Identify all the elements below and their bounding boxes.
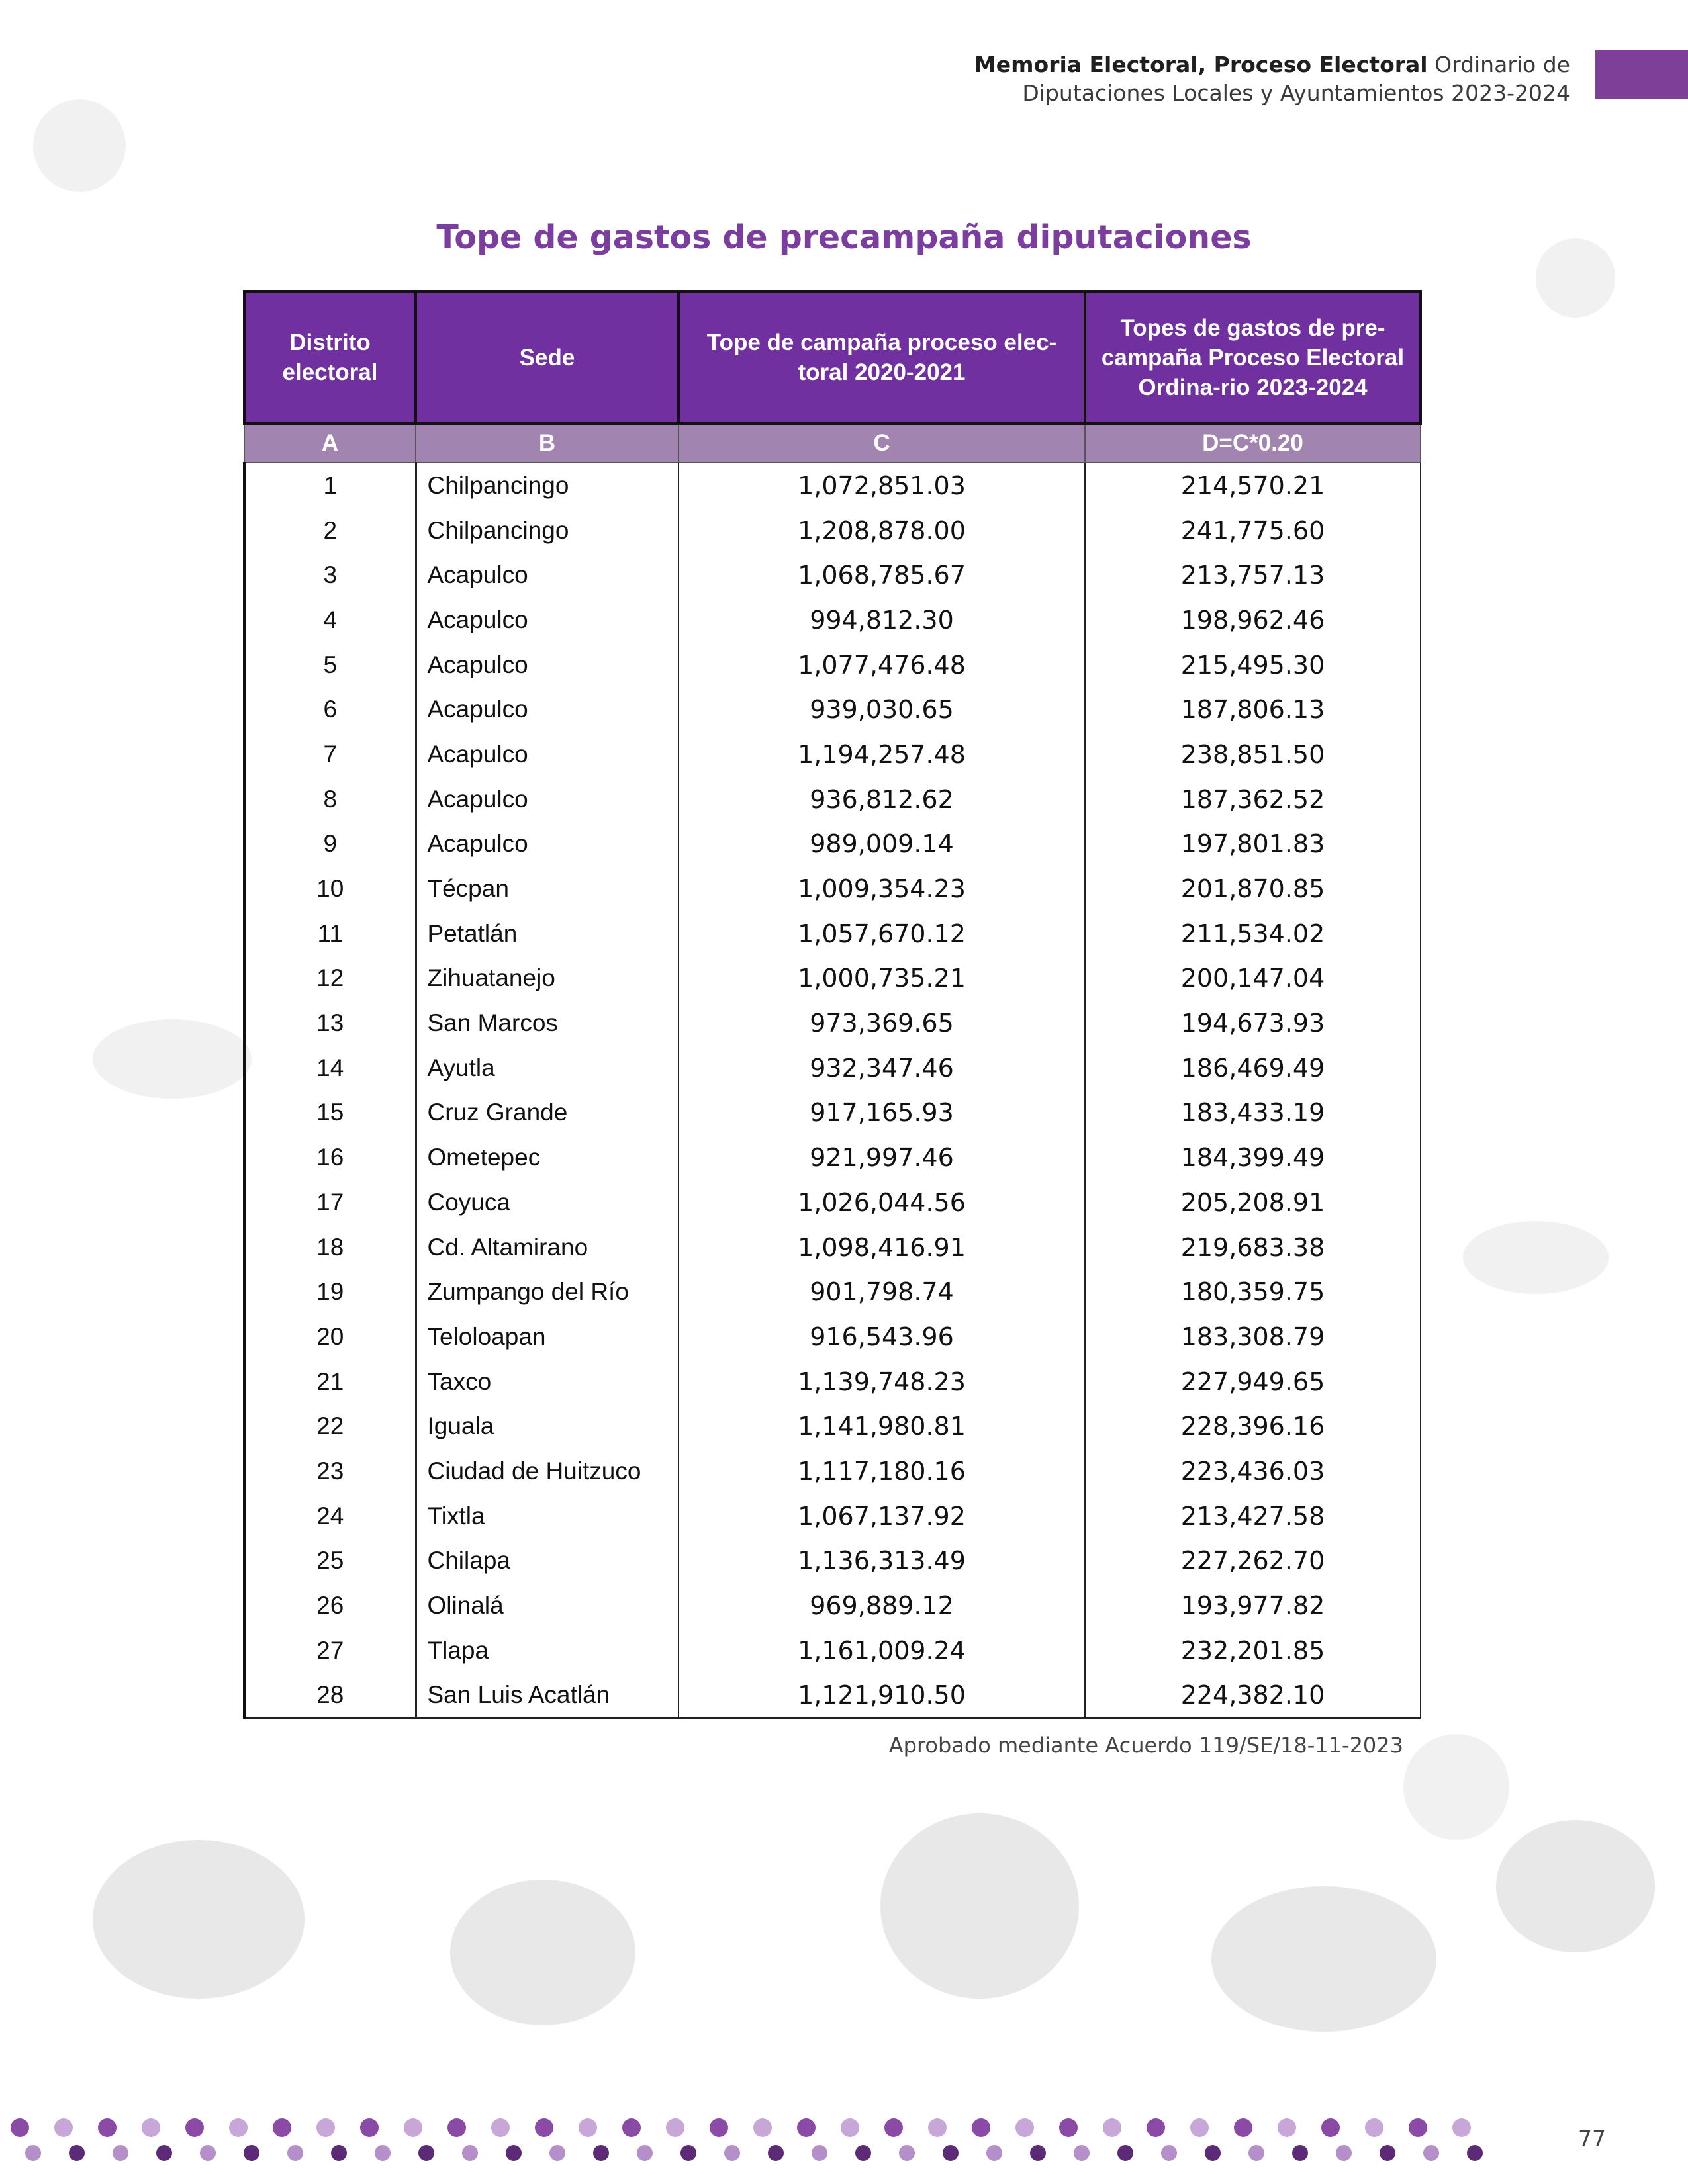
cell-sede: Chilpancingo — [416, 463, 679, 508]
cell-sede: Olinalá — [416, 1583, 679, 1628]
cell-tope-2023: 180,359.75 — [1085, 1269, 1421, 1314]
cell-tope-2020: 1,068,785.67 — [679, 553, 1085, 598]
precampaign-limits-table — [243, 290, 1422, 1719]
cell-tope-2023: 215,495.30 — [1085, 643, 1421, 688]
cell-tope-2023: 198,962.46 — [1085, 598, 1421, 643]
page-number: 77 — [1578, 2126, 1606, 2152]
cell-distrito: 6 — [244, 687, 416, 732]
cell-tope-2023: 213,757.13 — [1085, 553, 1421, 598]
cell-distrito: 24 — [244, 1494, 416, 1539]
cell-distrito: 5 — [244, 643, 416, 688]
cell-tope-2020: 1,136,313.49 — [679, 1539, 1085, 1584]
cell-tope-2023: 197,801.83 — [1085, 822, 1421, 867]
cell-tope-2023: 184,399.49 — [1085, 1135, 1421, 1180]
table-row — [244, 866, 1421, 911]
cell-distrito: 21 — [244, 1359, 416, 1404]
table-header-row — [244, 291, 1421, 424]
cell-sede: Acapulco — [416, 732, 679, 777]
cell-sede: Acapulco — [416, 643, 679, 688]
cell-tope-2020: 936,812.62 — [679, 777, 1085, 822]
cell-tope-2023: 214,570.21 — [1085, 463, 1421, 508]
approval-footnote: Aprobado mediante Acuerdo 119/SE/18-11-2023 — [888, 1733, 1403, 1758]
cell-sede: Coyuca — [416, 1180, 679, 1225]
cell-tope-2020: 916,543.96 — [679, 1314, 1085, 1359]
column-header-distrito: Distrito electoral — [244, 291, 416, 424]
cell-tope-2020: 1,072,851.03 — [679, 463, 1085, 508]
cell-tope-2023: 219,683.38 — [1085, 1225, 1421, 1270]
cell-tope-2023: 187,362.52 — [1085, 777, 1421, 822]
cell-distrito: 23 — [244, 1449, 416, 1494]
cell-distrito: 25 — [244, 1539, 416, 1584]
cell-distrito: 20 — [244, 1314, 416, 1359]
cell-tope-2023: 213,427.58 — [1085, 1494, 1421, 1539]
table-row — [244, 1449, 1421, 1494]
cell-tope-2020: 917,165.93 — [679, 1091, 1085, 1136]
cell-tope-2023: 200,147.04 — [1085, 956, 1421, 1001]
cell-tope-2023: 211,534.02 — [1085, 911, 1421, 956]
cell-tope-2023: 194,673.93 — [1085, 1001, 1421, 1046]
table-row — [244, 1001, 1421, 1046]
cell-sede: Tixtla — [416, 1494, 679, 1539]
cell-distrito: 9 — [244, 822, 416, 867]
cell-tope-2020: 901,798.74 — [679, 1269, 1085, 1314]
cell-sede: Chilpancingo — [416, 508, 679, 553]
table-row — [244, 1091, 1421, 1136]
cell-distrito: 16 — [244, 1135, 416, 1180]
cell-sede: Petatlán — [416, 911, 679, 956]
cell-distrito: 14 — [244, 1046, 416, 1091]
table-row — [244, 732, 1421, 777]
cell-distrito: 8 — [244, 777, 416, 822]
table-row — [244, 777, 1421, 822]
cell-distrito: 18 — [244, 1225, 416, 1270]
cell-sede: Acapulco — [416, 687, 679, 732]
table-row — [244, 1135, 1421, 1180]
cell-sede: Teloloapan — [416, 1314, 679, 1359]
header-title-bold: Memoria Electoral, Proceso Electoral — [974, 52, 1428, 77]
cell-sede: San Marcos — [416, 1001, 679, 1046]
table-row — [244, 553, 1421, 598]
cell-sede: Zihuatanejo — [416, 956, 679, 1001]
cell-tope-2020: 969,889.12 — [679, 1583, 1085, 1628]
cell-sede: Ayutla — [416, 1046, 679, 1091]
table-row — [244, 1583, 1421, 1628]
cell-tope-2020: 921,997.46 — [679, 1135, 1085, 1180]
cell-sede: Chilapa — [416, 1539, 679, 1584]
cell-tope-2020: 1,077,476.48 — [679, 643, 1085, 688]
page-title: Tope de gastos de precampaña diputaciones — [436, 218, 1252, 256]
cell-tope-2023: 227,949.65 — [1085, 1359, 1421, 1404]
cell-tope-2020: 973,369.65 — [679, 1001, 1085, 1046]
cell-tope-2020: 1,009,354.23 — [679, 866, 1085, 911]
cell-distrito: 17 — [244, 1180, 416, 1225]
table-row — [244, 1225, 1421, 1270]
cell-tope-2020: 1,161,009.24 — [679, 1628, 1085, 1673]
column-code-a: A — [244, 424, 416, 463]
column-code-c: C — [679, 424, 1085, 463]
cell-distrito: 7 — [244, 732, 416, 777]
cell-tope-2020: 1,194,257.48 — [679, 732, 1085, 777]
cell-tope-2020: 1,208,878.00 — [679, 508, 1085, 553]
cell-sede: Ometepec — [416, 1135, 679, 1180]
table-row — [244, 1673, 1421, 1719]
table-row — [244, 1314, 1421, 1359]
cell-tope-2023: 183,433.19 — [1085, 1091, 1421, 1136]
cell-sede: Ciudad de Huitzuco — [416, 1449, 679, 1494]
table-row — [244, 1180, 1421, 1225]
cell-distrito: 2 — [244, 508, 416, 553]
cell-sede: Cruz Grande — [416, 1091, 679, 1136]
cell-tope-2020: 1,098,416.91 — [679, 1225, 1085, 1270]
table-subheader-row — [244, 424, 1421, 463]
table-row — [244, 1404, 1421, 1449]
cell-distrito: 1 — [244, 463, 416, 508]
cell-tope-2023: 241,775.60 — [1085, 508, 1421, 553]
table-row — [244, 1539, 1421, 1584]
cell-tope-2023: 228,396.16 — [1085, 1404, 1421, 1449]
column-code-b: B — [416, 424, 679, 463]
table-row — [244, 1046, 1421, 1091]
table-row — [244, 911, 1421, 956]
table-row — [244, 508, 1421, 553]
cell-distrito: 22 — [244, 1404, 416, 1449]
column-code-d: D=C*0.20 — [1085, 424, 1421, 463]
cell-distrito: 28 — [244, 1673, 416, 1719]
header-subtitle: Diputaciones Locales y Ayuntamientos 2023-2024 — [1022, 80, 1570, 106]
cell-tope-2023: 186,469.49 — [1085, 1046, 1421, 1091]
cell-distrito: 11 — [244, 911, 416, 956]
table-body — [244, 463, 1421, 1719]
cell-tope-2020: 1,057,670.12 — [679, 911, 1085, 956]
cell-sede: San Luis Acatlán — [416, 1673, 679, 1719]
header-color-tab — [1595, 50, 1688, 99]
cell-tope-2020: 1,141,980.81 — [679, 1404, 1085, 1449]
cell-tope-2023: 205,208.91 — [1085, 1180, 1421, 1225]
column-header-tope-2023: Topes de gastos de pre-campaña Proceso Electoral Ordina-rio 2023-2024 — [1085, 291, 1421, 424]
cell-tope-2023: 232,201.85 — [1085, 1628, 1421, 1673]
table-row — [244, 956, 1421, 1001]
cell-tope-2020: 1,000,735.21 — [679, 956, 1085, 1001]
table-row — [244, 1628, 1421, 1673]
cell-distrito: 19 — [244, 1269, 416, 1314]
cell-distrito: 26 — [244, 1583, 416, 1628]
cell-tope-2023: 193,977.82 — [1085, 1583, 1421, 1628]
cell-tope-2023: 223,436.03 — [1085, 1449, 1421, 1494]
cell-tope-2020: 1,139,748.23 — [679, 1359, 1085, 1404]
table-row — [244, 687, 1421, 732]
cell-distrito: 4 — [244, 598, 416, 643]
table-row — [244, 463, 1421, 508]
cell-distrito: 27 — [244, 1628, 416, 1673]
table-row — [244, 1269, 1421, 1314]
cell-sede: Zumpango del Río — [416, 1269, 679, 1314]
cell-distrito: 13 — [244, 1001, 416, 1046]
header-title-rest: Ordinario de — [1434, 52, 1570, 77]
cell-sede: Acapulco — [416, 598, 679, 643]
cell-sede: Cd. Altamirano — [416, 1225, 679, 1270]
column-header-sede: Sede — [416, 291, 679, 424]
cell-tope-2020: 1,026,044.56 — [679, 1180, 1085, 1225]
cell-distrito: 15 — [244, 1091, 416, 1136]
cell-tope-2023: 201,870.85 — [1085, 866, 1421, 911]
cell-tope-2020: 1,117,180.16 — [679, 1449, 1085, 1494]
cell-tope-2023: 224,382.10 — [1085, 1673, 1421, 1719]
cell-distrito: 10 — [244, 866, 416, 911]
cell-tope-2020: 994,812.30 — [679, 598, 1085, 643]
embroidery-border-decoration — [0, 2108, 1497, 2171]
cell-distrito: 3 — [244, 553, 416, 598]
cell-sede: Iguala — [416, 1404, 679, 1449]
running-header — [974, 50, 1570, 107]
cell-sede: Acapulco — [416, 822, 679, 867]
cell-tope-2020: 939,030.65 — [679, 687, 1085, 732]
table-row — [244, 1359, 1421, 1404]
table-row — [244, 1494, 1421, 1539]
table-row — [244, 822, 1421, 867]
cell-tope-2023: 227,262.70 — [1085, 1539, 1421, 1584]
cell-tope-2023: 187,806.13 — [1085, 687, 1421, 732]
column-header-tope-2020: Tope de campaña proceso elec-toral 2020-2021 — [679, 291, 1085, 424]
cell-sede: Tlapa — [416, 1628, 679, 1673]
cell-sede: Taxco — [416, 1359, 679, 1404]
cell-tope-2020: 1,121,910.50 — [679, 1673, 1085, 1719]
cell-tope-2020: 989,009.14 — [679, 822, 1085, 867]
cell-distrito: 12 — [244, 956, 416, 1001]
cell-sede: Acapulco — [416, 553, 679, 598]
cell-sede: Técpan — [416, 866, 679, 911]
table-row — [244, 643, 1421, 688]
table-row — [244, 598, 1421, 643]
cell-tope-2020: 932,347.46 — [679, 1046, 1085, 1091]
cell-sede: Acapulco — [416, 777, 679, 822]
cell-tope-2023: 238,851.50 — [1085, 732, 1421, 777]
cell-tope-2020: 1,067,137.92 — [679, 1494, 1085, 1539]
cell-tope-2023: 183,308.79 — [1085, 1314, 1421, 1359]
